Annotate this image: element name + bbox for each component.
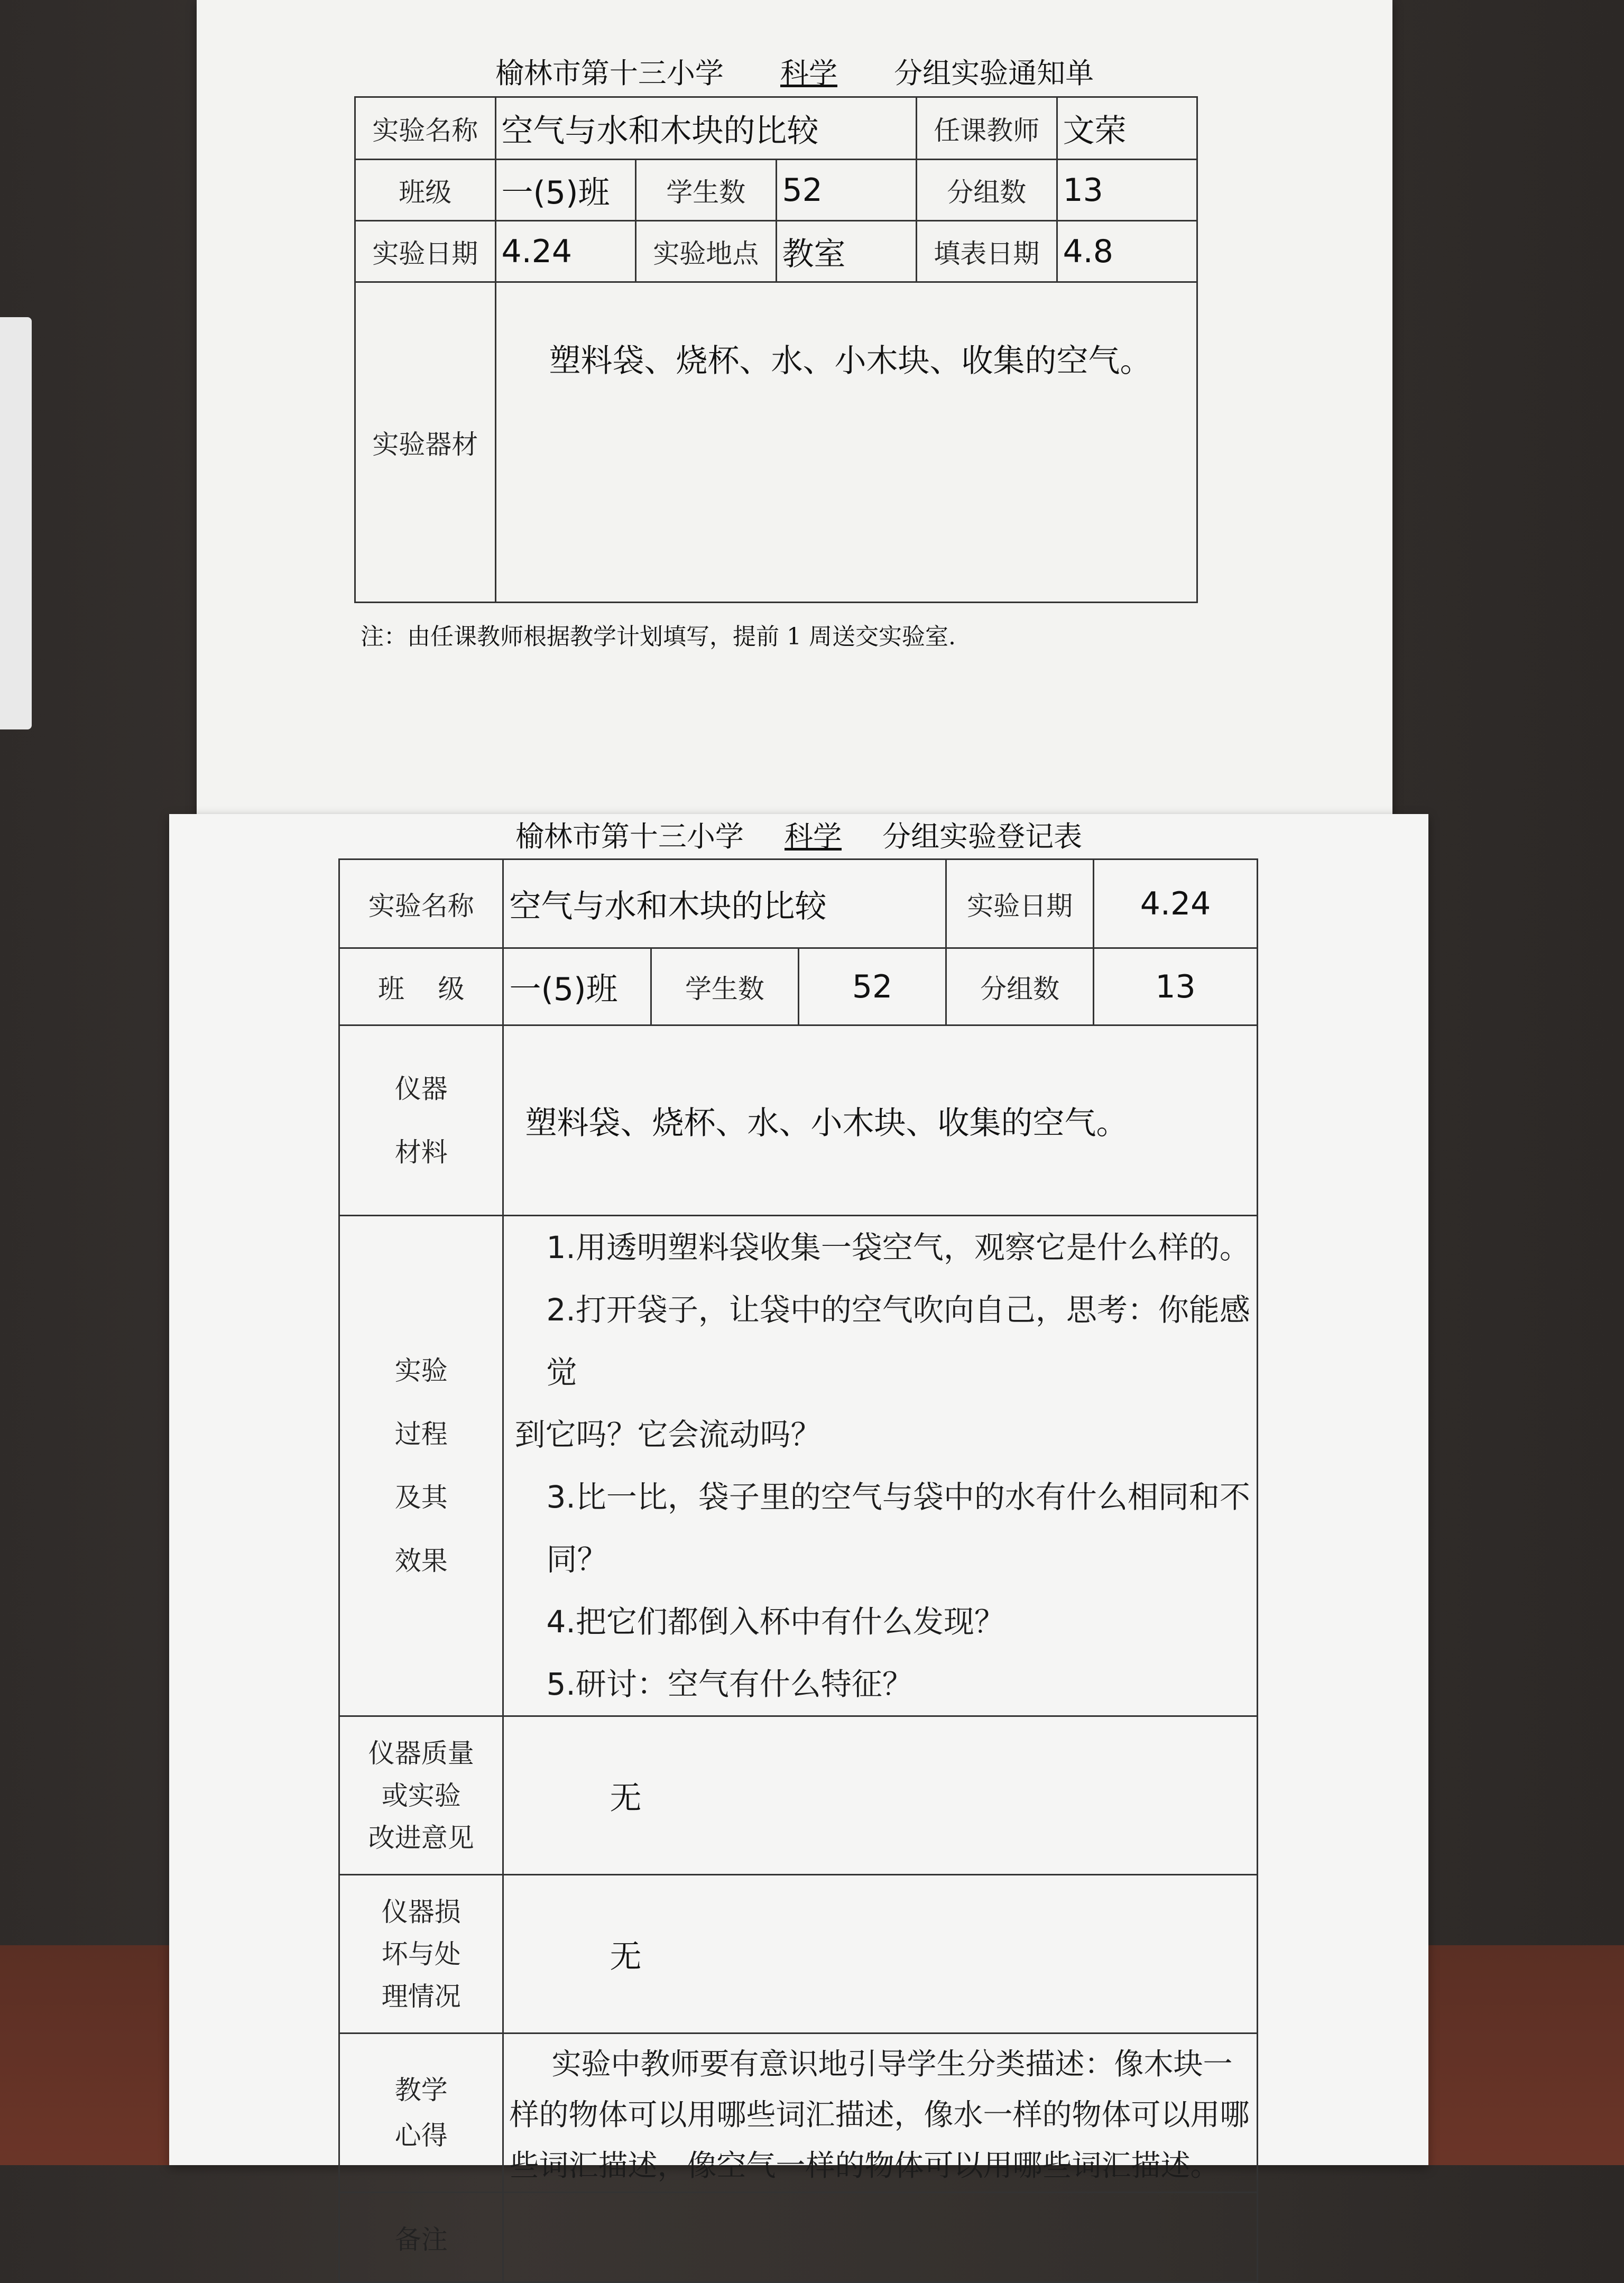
label-location: 实验地点 <box>636 221 777 282</box>
reg-label-class: 班 级 <box>339 948 503 1025</box>
value-class: 一(5)班 <box>495 160 636 221</box>
reg-label-materials-line2: 材料 <box>394 1136 448 1168</box>
reg-value-reflection: 实验中教师要有意识地引导学生分类描述：像木块一样的物体可以用哪些词汇描述，像水一样的物体可以用哪些词汇描述，像空气一样的物体可以用哪些词汇描述。 <box>503 2034 1258 2193</box>
register-title <box>169 814 1428 855</box>
reg-label-quality-line1: 仪器质量 <box>368 1737 474 1769</box>
reg-label-reflection-line2: 心得 <box>394 2120 448 2151</box>
reg-label-experiment-name: 实验名称 <box>339 859 503 948</box>
reg-label-remarks: 备注 <box>339 2193 503 2282</box>
notice-subject: 科学 <box>780 57 837 90</box>
process-step-2-cont: 到它吗？它会流动吗？ <box>514 1417 822 1453</box>
reg-value-class: 一(5)班 <box>503 948 651 1025</box>
register-form-title: 分组实验登记表 <box>882 820 1083 853</box>
notice-school: 榆林市第十三小学 <box>495 57 724 90</box>
reg-label-damage <box>339 1875 503 2034</box>
reg-value-remarks <box>503 2193 1258 2282</box>
value-experiment-name: 空气与水和木块的比较 <box>495 97 917 160</box>
reg-label-students: 学生数 <box>651 948 799 1025</box>
label-groups: 分组数 <box>917 160 1057 221</box>
reg-value-materials: 塑料袋、烧杯、水、小木块、收集的空气。 <box>503 1025 1258 1216</box>
register-subject: 科学 <box>785 820 842 853</box>
register-table <box>338 858 1258 2283</box>
reg-label-groups: 分组数 <box>946 948 1094 1025</box>
reg-label-damage-line2: 坏与处 <box>381 1938 461 1970</box>
reg-label-quality-line3: 改进意见 <box>368 1822 474 1853</box>
reg-label-reflection <box>339 2034 503 2193</box>
notice-footnote: 注：由任课教师根据教学计划填写，提前 1 周送交实验室. <box>361 623 956 650</box>
value-fill-date: 4.8 <box>1057 221 1197 282</box>
reg-label-exp-date: 实验日期 <box>946 859 1094 948</box>
reg-value-exp-date: 4.24 <box>1094 859 1258 948</box>
reg-value-students: 52 <box>798 948 946 1025</box>
value-groups: 13 <box>1057 160 1197 221</box>
process-step-2: 2.打开袋子，让袋中的空气吹向自己，思考：你能感觉 <box>546 1292 1250 1390</box>
reg-label-quality <box>339 1716 503 1875</box>
notice-table <box>354 96 1198 603</box>
label-class: 班级 <box>355 160 496 221</box>
value-equipment: 塑料袋、烧杯、水、小木块、收集的空气。 <box>495 282 1197 603</box>
value-teacher: 文荣 <box>1057 97 1197 160</box>
label-equipment: 实验器材 <box>355 282 496 603</box>
register-school: 榆林市第十三小学 <box>515 820 744 853</box>
label-students: 学生数 <box>636 160 777 221</box>
reg-label-process <box>339 1216 503 1716</box>
reg-label-process-line2: 过程 <box>394 1419 448 1449</box>
label-exp-date: 实验日期 <box>355 221 496 282</box>
reg-value-groups: 13 <box>1094 948 1258 1025</box>
reg-value-process <box>503 1216 1258 1716</box>
reg-label-damage-line3: 理情况 <box>381 1981 461 2012</box>
process-step-4: 4.把它们都倒入杯中有什么发现？ <box>546 1604 1005 1640</box>
reg-label-materials-line1: 仪器 <box>394 1073 448 1104</box>
register-sheet <box>169 814 1428 2255</box>
reg-value-damage: 无 <box>503 1875 1258 2034</box>
reg-value-quality: 无 <box>503 1716 1258 1875</box>
notice-sheet <box>197 0 1392 825</box>
value-students: 52 <box>776 160 917 221</box>
reg-label-damage-line1: 仪器损 <box>381 1896 461 1927</box>
reg-label-quality-line2: 或实验 <box>381 1780 461 1811</box>
value-exp-date: 4.24 <box>495 221 636 282</box>
reg-label-materials <box>339 1025 503 1216</box>
reg-label-process-line3: 及其 <box>394 1482 448 1513</box>
process-step-3: 3.比一比，袋子里的空气与袋中的水有什么相同和不同？ <box>546 1479 1250 1577</box>
notice-form-title: 分组实验通知单 <box>894 57 1094 90</box>
process-step-1: 1.用透明塑料袋收集一袋空气，观察它是什么样的。 <box>546 1230 1250 1265</box>
label-teacher: 任课教师 <box>917 97 1057 160</box>
notice-title <box>197 51 1392 91</box>
reg-value-experiment-name: 空气与水和木块的比较 <box>503 859 946 948</box>
reg-label-reflection-line1: 教学 <box>394 2075 448 2105</box>
process-step-5: 5.研讨：空气有什么特征？ <box>546 1666 913 1702</box>
reg-label-process-line4: 效果 <box>394 1546 448 1576</box>
value-location: 教室 <box>776 221 917 282</box>
reg-label-process-line1: 实验 <box>394 1355 448 1386</box>
label-experiment-name: 实验名称 <box>355 97 496 160</box>
paper-stack-edge <box>0 317 32 729</box>
label-fill-date: 填表日期 <box>917 221 1057 282</box>
